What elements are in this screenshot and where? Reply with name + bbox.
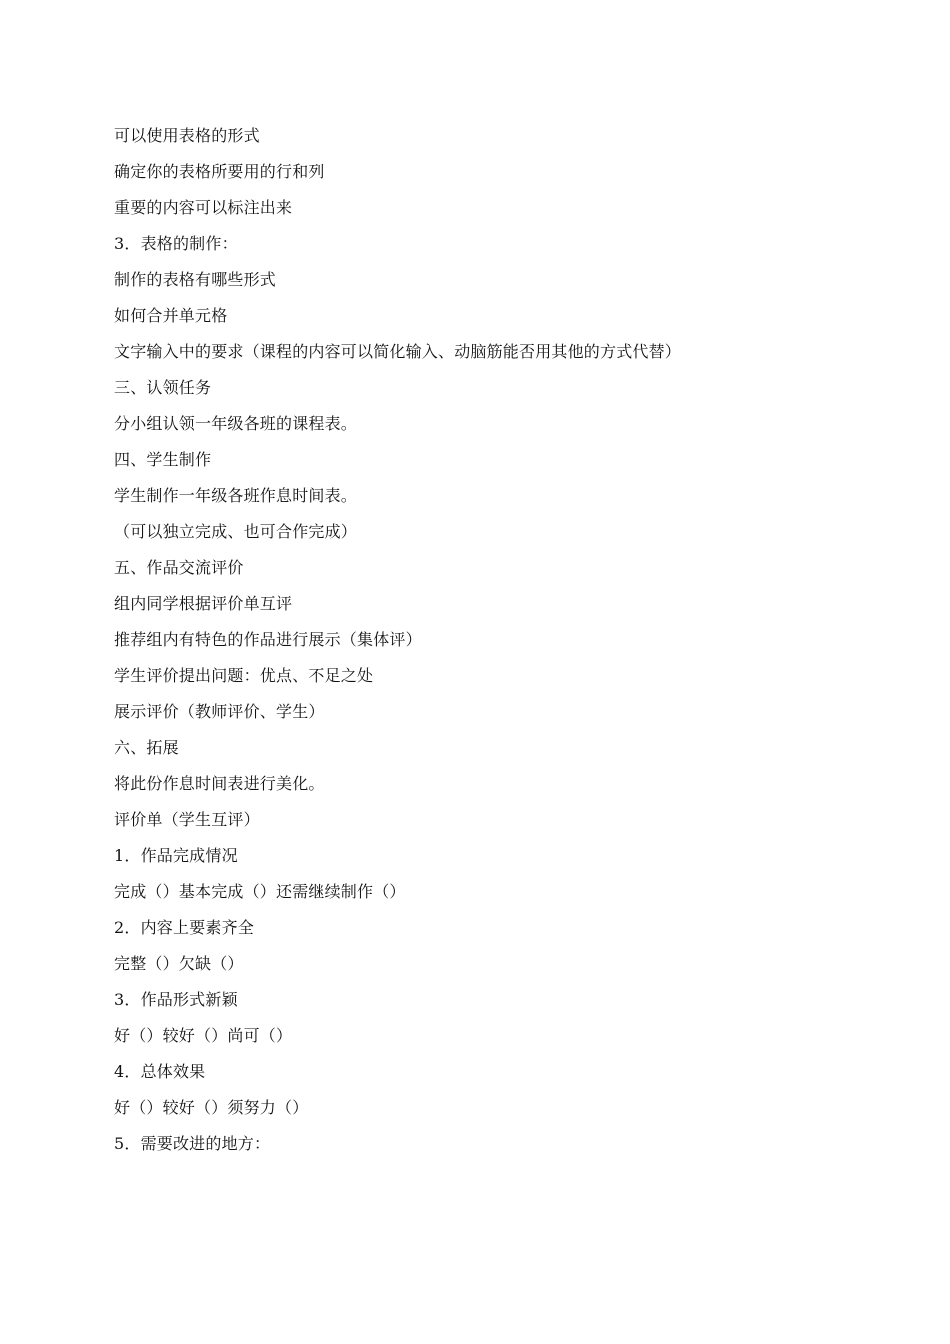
text-line: 确定你的表格所要用的行和列 (114, 162, 325, 181)
text-line: 将此份作息时间表进行美化。 (114, 774, 325, 793)
evaluation-form-title: 评价单（学生互评） (114, 810, 260, 829)
evaluation-options: 好（）较好（）须努力（） (114, 1098, 309, 1117)
evaluation-options: 完成（）基本完成（）还需继续制作（） (114, 882, 406, 901)
section-heading: 五、作品交流评价 (114, 558, 244, 577)
section-heading: 三、认领任务 (114, 378, 212, 397)
text-line: 制作的表格有哪些形式 (114, 270, 277, 289)
document-body (114, 122, 874, 1166)
evaluation-options: 完整（）欠缺（） (114, 954, 244, 973)
text-line: 重要的内容可以标注出来 (114, 198, 293, 217)
text-line: 可以使用表格的形式 (114, 126, 260, 145)
text-line: 推荐组内有特色的作品进行展示（集体评） (114, 630, 422, 649)
text-line: 学生评价提出问题：优点、不足之处 (114, 666, 374, 685)
text-line: 如何合并单元格 (114, 306, 228, 325)
evaluation-options: 好（）较好（）尚可（） (114, 1026, 293, 1045)
text-line: （可以独立完成、也可合作完成） (114, 522, 358, 541)
section-heading: 六、拓展 (114, 738, 179, 757)
evaluation-criterion: 3．作品形式新颖 (114, 990, 238, 1009)
section-heading: 四、学生制作 (114, 450, 212, 469)
evaluation-criterion: 4．总体效果 (114, 1062, 206, 1081)
text-line: 组内同学根据评价单互评 (114, 594, 293, 613)
text-line: 学生制作一年级各班作息时间表。 (114, 486, 358, 505)
text-line: 分小组认领一年级各班的课程表。 (114, 414, 358, 433)
section-heading: 3．表格的制作： (114, 234, 238, 253)
evaluation-criterion: 5．需要改进的地方： (114, 1134, 271, 1153)
text-line: 文字输入中的要求（课程的内容可以简化输入、动脑筋能否用其他的方式代替） (114, 342, 682, 361)
text-line: 展示评价（教师评价、学生） (114, 702, 325, 721)
evaluation-criterion: 2．内容上要素齐全 (114, 918, 254, 937)
evaluation-criterion: 1．作品完成情况 (114, 846, 238, 865)
